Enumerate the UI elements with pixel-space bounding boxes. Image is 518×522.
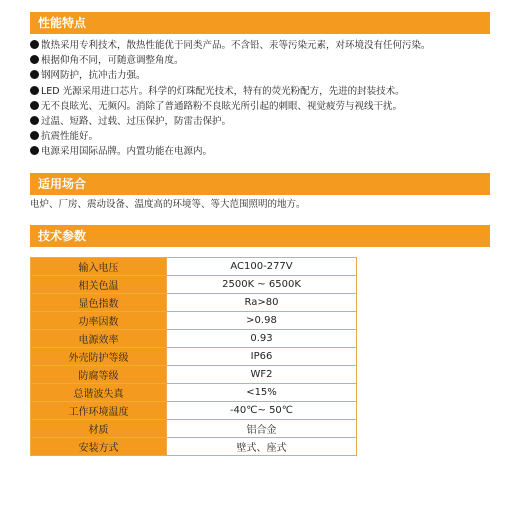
spec-value: IP66 — [167, 348, 357, 366]
bullet-icon — [30, 70, 39, 79]
table-row — [31, 258, 357, 276]
spec-label: 工作环境温度 — [31, 402, 167, 420]
feature-item — [30, 68, 500, 83]
specs-table — [30, 257, 357, 456]
feature-item — [30, 99, 500, 114]
bullet-icon — [30, 55, 39, 64]
spec-label: 功率因数 — [31, 312, 167, 330]
spec-value: -40℃~ 50℃ — [167, 402, 357, 420]
table-row — [31, 294, 357, 312]
spec-value: 壁式、座式 — [167, 438, 357, 456]
applications-title: 适用场合 — [38, 177, 87, 191]
feature-text: 无不良眩光、无频闪。消除了普通路粉不良眩光所引起的刺眼、视觉疲劳与视线干扰。 — [41, 100, 403, 112]
table-row — [31, 384, 357, 402]
spec-label: 总谐波失真 — [31, 384, 167, 402]
table-row — [31, 420, 357, 438]
table-row — [31, 438, 357, 456]
feature-text: 电源采用国际品牌。内置功能在电源内。 — [41, 146, 213, 158]
spec-value: 0.93 — [167, 330, 357, 348]
spec-value: AC100-277V — [167, 258, 357, 276]
table-row — [31, 312, 357, 330]
specs-section-header — [30, 225, 490, 247]
feature-item — [30, 84, 500, 99]
spec-value: Ra>80 — [167, 294, 357, 312]
spec-label: 输入电压 — [31, 258, 167, 276]
spec-value: 2500K ~ 6500K — [167, 276, 357, 294]
spec-label: 材质 — [31, 420, 167, 438]
spec-label: 显色指数 — [31, 294, 167, 312]
table-row — [31, 330, 357, 348]
bullet-icon — [30, 131, 39, 140]
feature-item — [30, 144, 500, 159]
table-row — [31, 348, 357, 366]
bullet-icon — [30, 116, 39, 125]
table-row — [31, 366, 357, 384]
bullet-icon — [30, 40, 39, 49]
table-row — [31, 402, 357, 420]
applications-text: 电炉、厂房、震动设备、温度高的环境等、等大范围照明的地方。 — [30, 199, 306, 210]
spec-value: WF2 — [167, 366, 357, 384]
feature-text: 根据仰角不同，可随意调整角度。 — [41, 55, 184, 67]
features-list — [30, 38, 500, 160]
feature-text: LED 光源采用进口芯片。科学的灯珠配光技术，特有的荧光粉配方，先进的封装技术。 — [41, 85, 405, 97]
spec-value: 铝合金 — [167, 420, 357, 438]
feature-text: 钢网防护，抗冲击力强。 — [41, 70, 146, 82]
spec-value: <15% — [167, 384, 357, 402]
specs-title: 技术参数 — [38, 229, 87, 243]
bullet-icon — [30, 101, 39, 110]
table-row — [31, 276, 357, 294]
spec-label: 安装方式 — [31, 438, 167, 456]
feature-item — [30, 129, 500, 144]
spec-label: 防腐等级 — [31, 366, 167, 384]
spec-label: 外壳防护等级 — [31, 348, 167, 366]
feature-item — [30, 38, 500, 53]
feature-item — [30, 114, 500, 129]
features-title: 性能特点 — [38, 16, 87, 30]
feature-item — [30, 53, 500, 68]
feature-text: 抗震性能好。 — [41, 131, 99, 143]
spec-label: 电源效率 — [31, 330, 167, 348]
feature-text: 散热采用专利技术，散热性能优于同类产品。不含铅、汞等污染元素，对环境没有任何污染。 — [41, 40, 431, 51]
features-section-header — [30, 12, 490, 34]
feature-text: 过温、短路、过载、过压保护，防雷击保护。 — [41, 116, 232, 128]
applications-section-header — [30, 173, 490, 195]
spec-value: >0.98 — [167, 312, 357, 330]
bullet-icon — [30, 146, 39, 155]
spec-label: 相关色温 — [31, 276, 167, 294]
bullet-icon — [30, 86, 39, 95]
